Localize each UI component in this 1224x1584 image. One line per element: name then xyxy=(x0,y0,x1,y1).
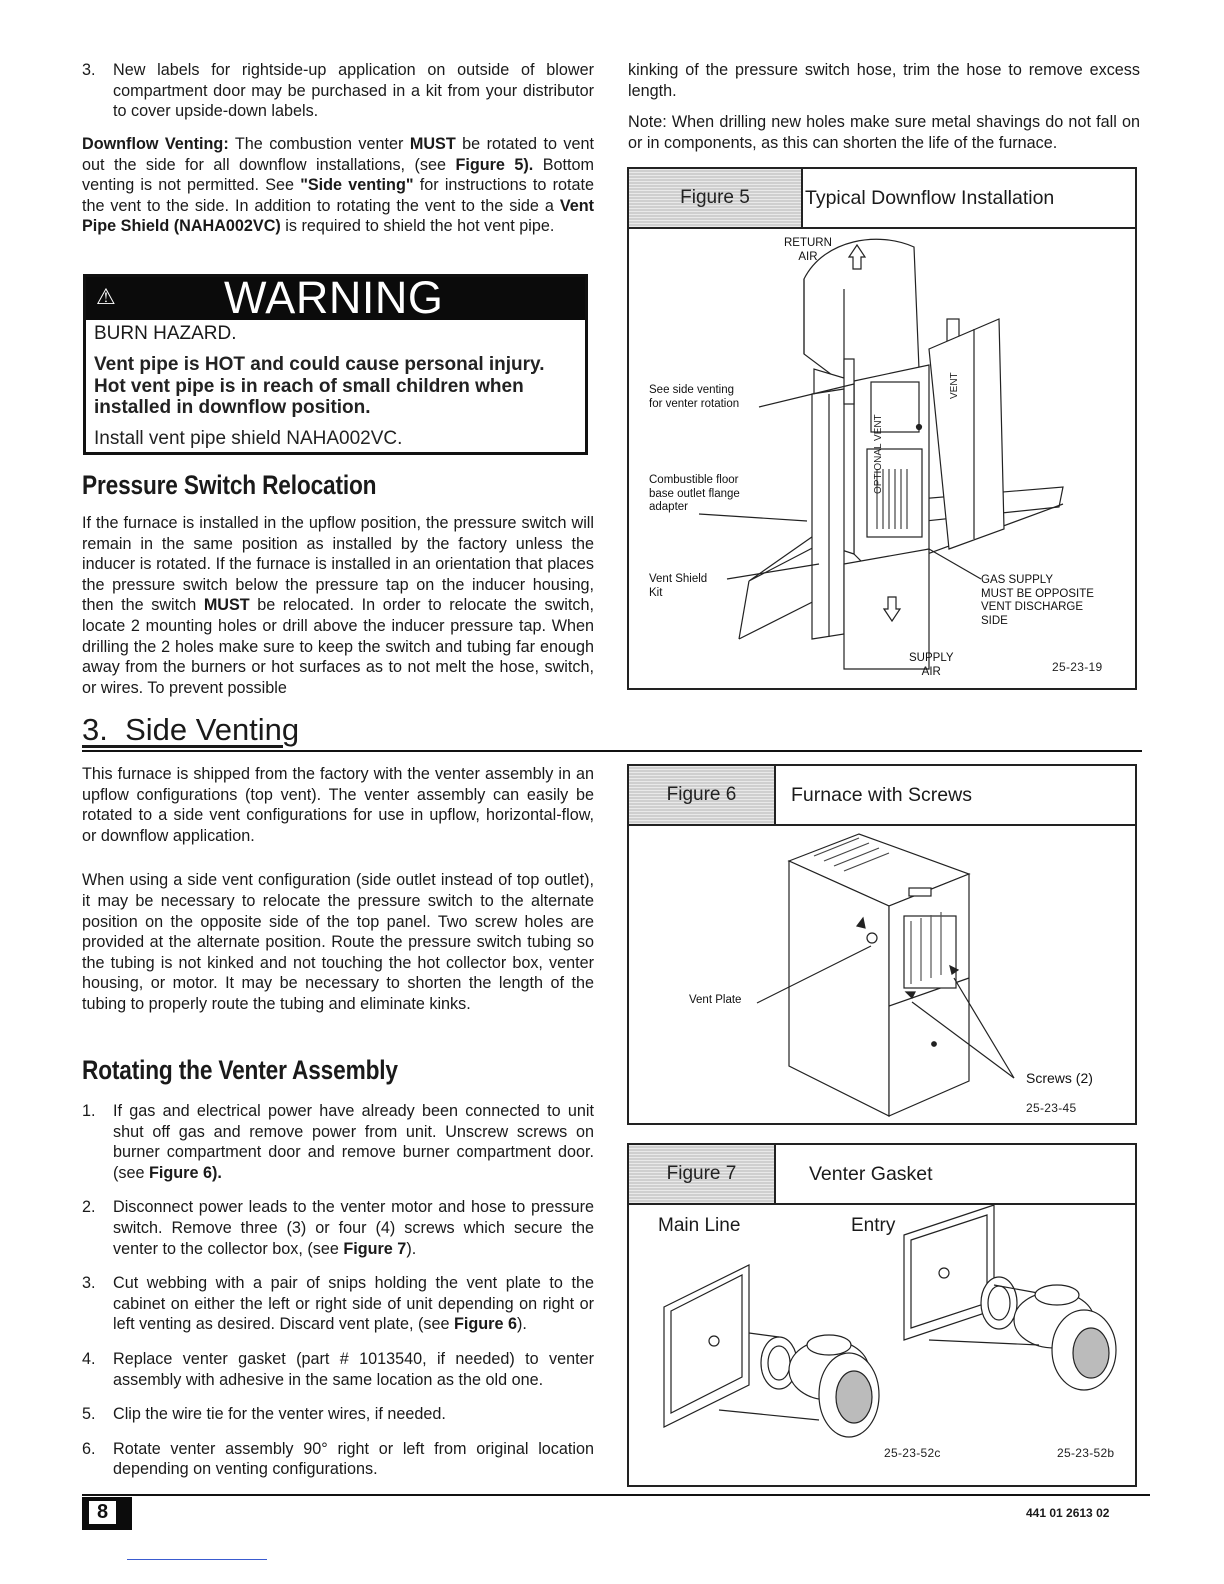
page-number: 8 xyxy=(89,1501,116,1524)
figure-7 xyxy=(627,1143,1137,1487)
main-line-label: Main Line xyxy=(658,1215,741,1236)
step-2: 2. Disconnect power leads to the venter motor and hose to pressure switch. Remove three (3) or four (4) screws which secure the venter to the collector box, (see Figure 7). xyxy=(82,1198,594,1258)
left-item-3 xyxy=(82,60,594,136)
warning-line-1: Vent pipe is HOT and could cause personal injury. Hot vent pipe is in reach of small children when installed in downflow position. xyxy=(94,354,545,418)
figure-7-tab: Figure 7 xyxy=(629,1145,776,1203)
footer-link-rule xyxy=(127,1559,267,1560)
warning-banner xyxy=(86,272,585,323)
venter-gasket-illustration xyxy=(629,1145,1135,1485)
warning-title: WARNING xyxy=(224,272,444,323)
downflow-venting-paragraph: Downflow Venting: The combustion venter MUST be rotated to vent out the side for all downflow installations, (see Figure 5). Bottom venting is not permitted. See "Side venting" for instructions to rotate the vent to the side. In addition to rotating the vent to the side a Vent Pipe Shield (NAHA002VC) is required to shield the hot vent pipe. xyxy=(82,135,594,236)
see-side-venting-label: See side venting for venter rotation xyxy=(649,384,740,410)
combustible-floor-label: Combustible floor base outlet flange adapter xyxy=(649,474,740,513)
vent-plate-label: Vent Plate xyxy=(689,994,742,1006)
doc-number: 441 01 2613 02 xyxy=(1026,1506,1110,1520)
figure-7-code-b: 25-23-52b xyxy=(1057,1446,1115,1460)
vent-shield-kit-label: Vent Shield Kit xyxy=(649,573,708,599)
figure-5-title: Typical Downflow Installation xyxy=(805,186,1055,209)
right-column-text xyxy=(628,60,1140,165)
pressure-switch-paragraph: If the furnace is installed in the upflow position, the pressure switch will remain in the same position as installed by the factory unless the inducer is rotated. If the furnace is installed in an orientation that places the pressure switch below the pressure tap on the inducer housing, then the switch MUST be relocated. In order to relocate the switch, locate 2 mounting holes or drill above the inducer pressure tap. When drilling the 2 holes make sure to keep the switch and tubing far enough away from the burners or hot surfaces as to not melt the hose, switch, or wires. To prevent possible xyxy=(82,514,594,697)
entry-label: Entry xyxy=(851,1215,896,1236)
figure-5-tab: Figure 5 xyxy=(629,169,803,227)
side-venting-text xyxy=(82,764,594,1027)
side-venting-paragraph-2: When using a side vent configuration (side outlet instead of top outlet), it may be necessary to relocate the pressure switch to the alternate position on the opposite side of the top panel. Two screw holes are provided at the alternate position. Route the pressure switch tubing so the tubing is not kinked and not touching the hot collector box, venter housing, or motor. It may be necessary to shorten the length of the tubing to properly route the tubing and eliminate kinks. xyxy=(82,871,594,1013)
screws-label: Screws (2) xyxy=(1026,1070,1093,1086)
page-number-box xyxy=(82,1497,132,1530)
optional-vent-label: OPTIONAL VENT xyxy=(873,414,884,494)
step-4: 4. Replace venter gasket (part # 1013540, if needed) to venter assembly with adhesive in the same location as the old one. xyxy=(82,1349,594,1389)
warning-box xyxy=(83,274,588,455)
section-3-heading: 3. Side Venting xyxy=(82,712,1142,752)
step-1: 1. If gas and electrical power have already been connected to unit shut off gas and remove power from unit. Unscrew screws on burner compartment door and remove burner compartment door. (see Figure 6). xyxy=(82,1102,594,1182)
side-venting-paragraph-1: This furnace is shipped from the factory with the venter assembly in an upflow configurations (top vent). The venter assembly can easily be rotated to a side vent configurations for use in upflow, horizontal-flow, or downflow application. xyxy=(82,765,594,845)
figure-6 xyxy=(627,764,1137,1125)
list-item: 3. New labels for rightside-up application on outside of blower compartment door may be purchased in a kit from your distributor to cover upside-down labels. xyxy=(82,61,594,121)
note-paragraph: Note: When drilling new holes make sure metal shavings do not fall on or in components, as this can shorten the life of the furnace. xyxy=(628,113,1140,152)
step-5: 5. Clip the wire tie for the venter wires, if needed. xyxy=(82,1405,446,1424)
gas-supply-label: GAS SUPPLY MUST BE OPPOSITE VENT DISCHARGE SIDE xyxy=(981,574,1094,627)
figure-6-title: Furnace with Screws xyxy=(791,783,972,806)
continued-paragraph: kinking of the pressure switch hose, trim the hose to remove excess length. xyxy=(628,61,1140,100)
figure-5 xyxy=(627,167,1137,690)
figure-7-code-c: 25-23-52c xyxy=(884,1446,941,1460)
figure-6-tab: Figure 6 xyxy=(629,766,776,824)
warning-triangle-icon: ⚠ xyxy=(96,285,116,310)
step-3: 3. Cut webbing with a pair of snips holding the vent plate to the cabinet on either the left or right side of unit depending on right or left venting as desired. Discard vent plate, (see Figure 6). xyxy=(82,1274,594,1334)
warning-line-2: Install vent pipe shield NAHA002VC. xyxy=(94,428,403,449)
rotating-venter-heading: Rotating the Venter Assembly xyxy=(82,1055,398,1085)
return-air-label: RETURN AIR xyxy=(784,237,832,263)
vent-label: VENT xyxy=(949,372,960,399)
supply-air-label: SUPPLY AIR xyxy=(909,652,954,678)
warning-hazard: BURN HAZARD. xyxy=(94,323,237,344)
figure-7-title: Venter Gasket xyxy=(809,1162,933,1185)
downflow-lead: Downflow Venting: xyxy=(82,135,229,153)
figure-6-code: 25-23-45 xyxy=(1026,1101,1077,1115)
footer-rule xyxy=(82,1494,1150,1496)
rotating-steps xyxy=(82,1101,594,1494)
figure-5-code: 25-23-19 xyxy=(1052,660,1103,674)
pressure-switch-heading: Pressure Switch Relocation xyxy=(82,470,377,500)
step-6: 6. Rotate venter assembly 90° right or left from original location depending on venting configurations. xyxy=(82,1439,594,1479)
